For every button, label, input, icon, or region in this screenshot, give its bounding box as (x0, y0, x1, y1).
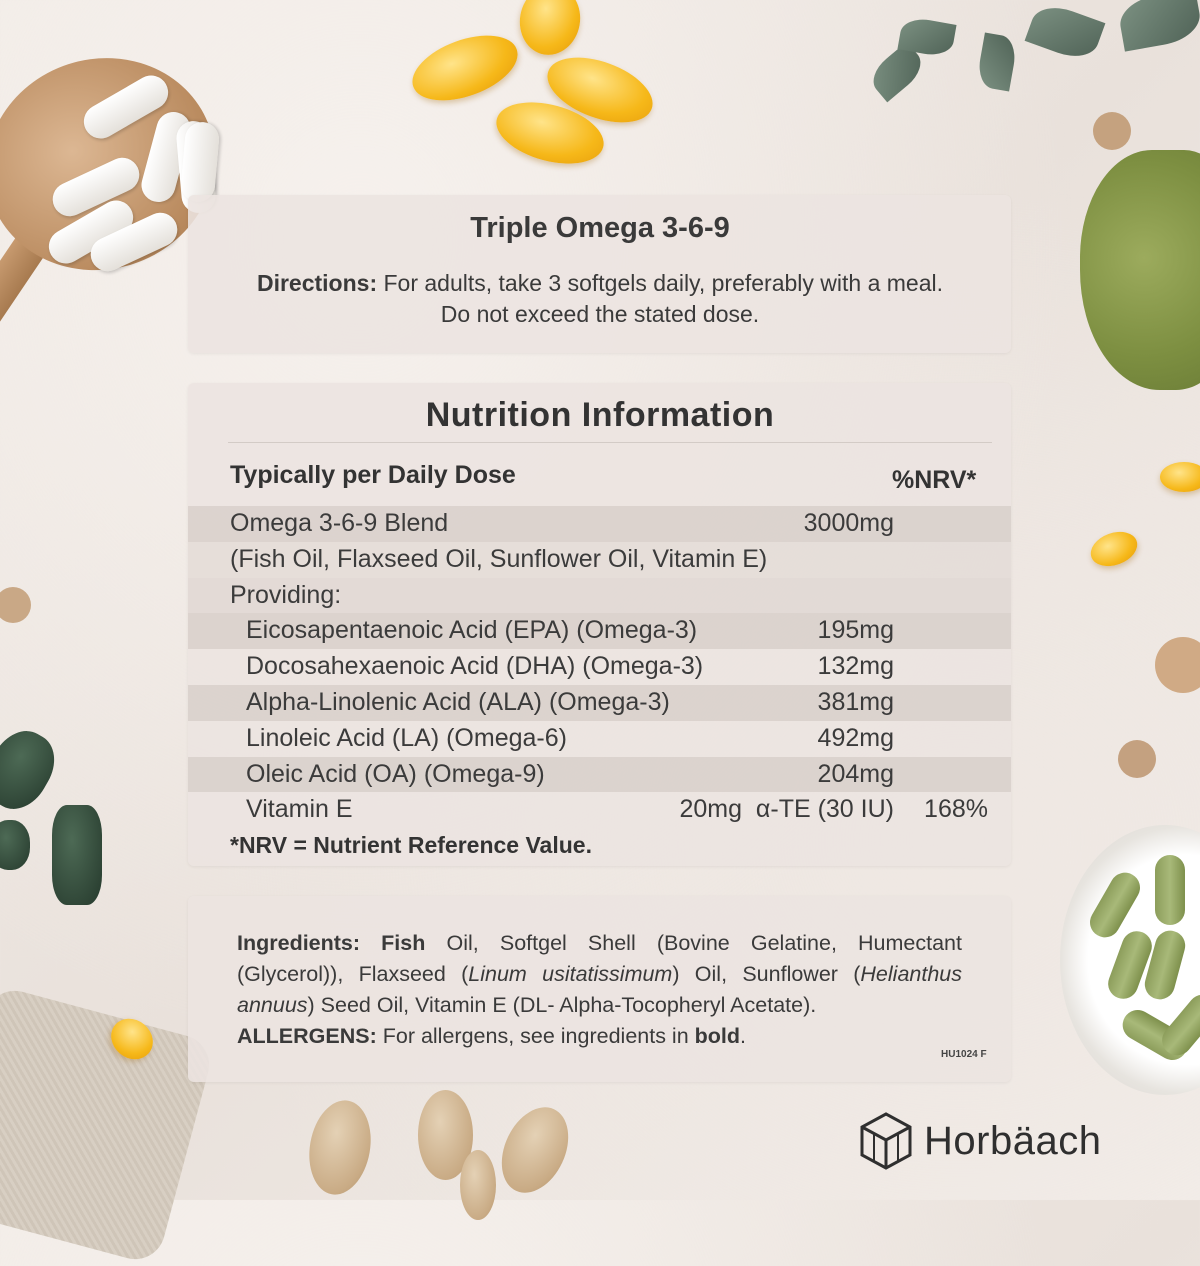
allergens-text (237, 1021, 746, 1052)
nutrient-nrv: 168% (924, 795, 988, 824)
daily-dose-header: Typically per Daily Dose (230, 461, 516, 489)
product-code: HU1024 F (941, 1049, 987, 1060)
linen-cloth (0, 984, 216, 1266)
allergens-label: ALLERGENS: (237, 1024, 377, 1048)
nutrient-label: (Fish Oil, Flaxseed Oil, Sunflower Oil, Vitamin E) (230, 544, 768, 573)
brand-logo (860, 1112, 1101, 1170)
brown-pill (1155, 637, 1200, 693)
allergen-fish: Fish (381, 931, 426, 955)
directions-text (210, 268, 990, 330)
herbal-tablet (489, 1097, 581, 1204)
table-row (188, 578, 1011, 614)
directions-label: Directions: (256, 270, 378, 296)
table-row (188, 506, 1011, 542)
latin-name-flaxseed: Linum usitatissimum (468, 962, 673, 986)
table-row (188, 542, 1011, 578)
green-capsule (1155, 855, 1185, 925)
spirulina-tablet (0, 820, 30, 870)
nutrition-table (188, 506, 1011, 828)
allergens-bold-word: bold (694, 1024, 741, 1048)
brown-pill (0, 587, 31, 623)
ingredients-part-2: ) Oil, Sunflower ( (672, 962, 861, 986)
nutrition-divider (228, 442, 992, 443)
ingredients-text (237, 928, 962, 1021)
table-row (188, 757, 1011, 793)
hexagon-cube-icon (860, 1112, 912, 1170)
nutrient-amount: 3000mg (803, 509, 894, 537)
nutrient-label: Oleic Acid (OA) (Omega-9) (246, 759, 545, 788)
table-row (188, 792, 1011, 828)
table-row (188, 721, 1011, 757)
allergens-period: . (740, 1024, 747, 1048)
nutrient-label: Providing: (230, 580, 342, 609)
omega-softgel (404, 23, 527, 113)
spirulina-tablet (52, 805, 102, 905)
herbal-tablet (302, 1096, 378, 1200)
directions-line-2: Do not exceed the stated dose. (440, 301, 760, 327)
omega-softgel (514, 0, 585, 60)
nutrient-label: Alpha-Linolenic Acid (ALA) (Omega-3) (246, 687, 670, 716)
spirulina-tablet (0, 720, 66, 819)
directions-line-1: For adults, take 3 softgels daily, preferably with a meal. (383, 270, 944, 296)
eucalyptus-leaf (976, 32, 1019, 91)
nutrient-amount: 20mg α-TE (30 IU) (679, 795, 894, 824)
nrv-header: %NRV* (892, 466, 977, 494)
nutrient-amount: 195mg (817, 616, 894, 645)
nutrient-label: Docosahexaenoic Acid (DHA) (Omega-3) (246, 652, 704, 681)
table-row (188, 685, 1011, 721)
table-row (188, 649, 1011, 685)
omega-softgel (1160, 462, 1200, 492)
brown-pill (1093, 112, 1131, 150)
nutrient-amount: 204mg (817, 759, 894, 788)
product-title: Triple Omega 3-6-9 (470, 212, 730, 244)
nutrient-label: Omega 3-6-9 Blend (230, 509, 449, 537)
green-powder (1080, 150, 1200, 390)
nutrient-label: Eicosapentaenoic Acid (EPA) (Omega-3) (246, 616, 698, 645)
allergens-body: For allergens, see ingredients in (376, 1024, 695, 1048)
nutrition-title: Nutrition Information (425, 396, 775, 434)
nutrient-label: Linoleic Acid (LA) (Omega-6) (246, 723, 567, 752)
nutrient-amount: 132mg (817, 652, 894, 681)
nrv-footnote: *NRV = Nutrient Reference Value. (230, 832, 592, 858)
ingredients-part-3: ) Seed Oil, Vitamin E (DL- Alpha-Tocopheryl Acetate). (307, 993, 817, 1017)
eucalyptus-leaf (1025, 0, 1106, 65)
ingredients-part-1: Oil, Softgel Shell (Bovine Gelatine, Humectant (Glycerol)), Flaxseed ( (237, 931, 962, 986)
nutrient-amount: 381mg (817, 687, 894, 716)
latin-name-sunflower: Helianthus annuus (237, 962, 962, 1017)
brown-pill (1118, 740, 1156, 778)
eucalyptus-leaf (1116, 0, 1200, 52)
herbal-tablet (460, 1150, 496, 1220)
nutrient-label: Vitamin E (246, 795, 353, 824)
ingredients-label: Ingredients: (237, 931, 361, 955)
omega-softgel (1086, 526, 1142, 572)
nutrient-amount: 492mg (817, 723, 894, 752)
brand-name: Horbäach (924, 1118, 1102, 1163)
table-row (188, 613, 1011, 649)
